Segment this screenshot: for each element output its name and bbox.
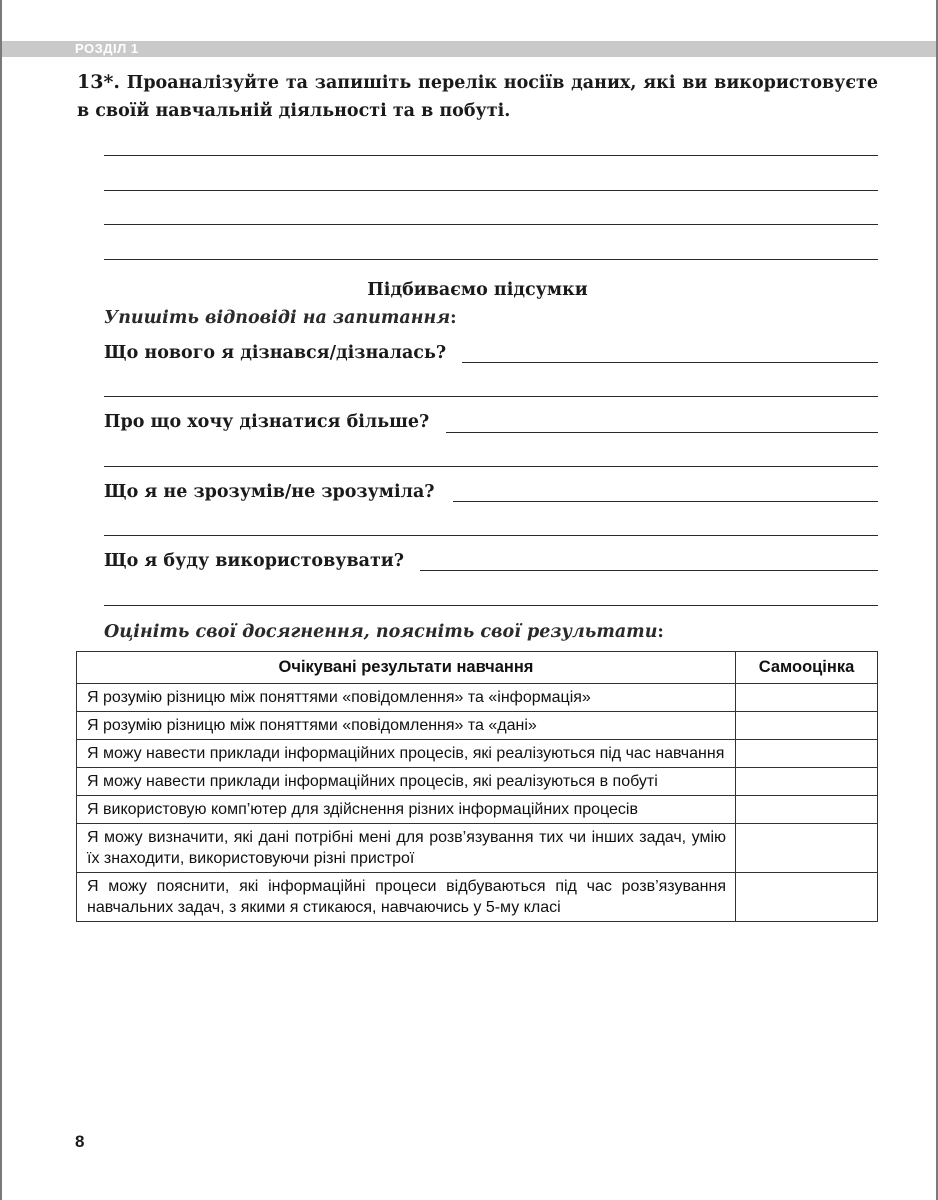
- section-label: РОЗДІЛ 1: [75, 41, 139, 56]
- summary-instruction-text: Упишіть відповіді на запитання: [104, 308, 451, 328]
- question-4-answer-line-2[interactable]: [104, 605, 878, 606]
- result-cell: Я можу навести приклади інформаційних процесів, які реалізуються в побуті: [77, 768, 736, 796]
- summary-heading: Підбиваємо підсумки: [367, 280, 588, 300]
- answer-line-2[interactable]: [104, 190, 878, 191]
- question-1-answer-line[interactable]: [462, 362, 878, 363]
- question-1: Що нового я дізнався/дізналась?: [104, 343, 447, 363]
- table-header-row: [77, 652, 878, 684]
- answer-line-1[interactable]: [104, 155, 878, 156]
- task-number: 13*.: [77, 71, 120, 93]
- table-row: [77, 796, 878, 824]
- column-header-self-score: Самооцінка: [736, 652, 878, 684]
- table-row: [77, 684, 878, 712]
- table-row: [77, 712, 878, 740]
- assessment-instruction-colon: :: [657, 622, 664, 642]
- answer-line-4[interactable]: [104, 259, 878, 260]
- question-2-answer-line[interactable]: [446, 432, 878, 433]
- table-row: [77, 824, 878, 873]
- self-score-cell[interactable]: [736, 873, 878, 922]
- question-2: Про що хочу дізнатися більше?: [104, 412, 430, 432]
- result-cell: Я можу визначити, які дані потрібні мені для розв’язування тих чи інших задач, умію їх знаходити, використовуючи різні пристрої: [77, 824, 736, 873]
- result-cell: Я можу навести приклади інформаційних процесів, які реалізуються під час навчання: [77, 740, 736, 768]
- result-cell: Я розумію різницю між поняттями «повідомлення» та «інформація»: [77, 684, 736, 712]
- assessment-instruction: [104, 620, 664, 644]
- question-4-answer-line[interactable]: [420, 570, 878, 571]
- table-row: [77, 873, 878, 922]
- self-score-cell[interactable]: [736, 740, 878, 768]
- self-score-cell[interactable]: [736, 768, 878, 796]
- summary-instruction: [104, 306, 457, 330]
- answer-line-3[interactable]: [104, 224, 878, 225]
- result-cell: Я можу пояснити, які інформаційні процеси відбуваються під час розв’язування навчальних задач, з якими я стикаюся, навчаючись у 5-му класі: [77, 873, 736, 922]
- section-header-bar: [2, 41, 936, 57]
- result-cell: Я розумію різницю між поняттями «повідомлення» та «дані»: [77, 712, 736, 740]
- summary-instruction-colon: :: [450, 308, 457, 328]
- page-number: 8: [75, 1132, 85, 1151]
- self-score-cell[interactable]: [736, 796, 878, 824]
- column-header-results: Очікувані результати навчання: [77, 652, 736, 684]
- result-cell: Я використовую комп’ютер для здійснення різних інформаційних процесів: [77, 796, 736, 824]
- table-row: [77, 768, 878, 796]
- self-score-cell[interactable]: [736, 684, 878, 712]
- table-row: [77, 740, 878, 768]
- question-3: Що я не зрозумів/не зрозуміла?: [104, 482, 435, 502]
- assessment-instruction-text: Оцініть свої досягнення, поясніть свої результати: [104, 622, 658, 642]
- question-2-answer-line-2[interactable]: [104, 466, 878, 467]
- self-score-cell[interactable]: [736, 712, 878, 740]
- task-13: [77, 68, 878, 125]
- self-score-cell[interactable]: [736, 824, 878, 873]
- question-3-answer-line[interactable]: [453, 501, 878, 502]
- question-4: Що я буду використовувати?: [104, 551, 405, 571]
- page-edge-left: [0, 0, 2, 1200]
- self-assessment-table: [76, 651, 878, 922]
- question-1-answer-line-2[interactable]: [104, 396, 878, 397]
- question-3-answer-line-2[interactable]: [104, 535, 878, 536]
- task-text: Проаналізуйте та запишіть перелік носіїв даних, які ви використовуєте в своїй навчальній діяльності та в побуті.: [77, 73, 879, 121]
